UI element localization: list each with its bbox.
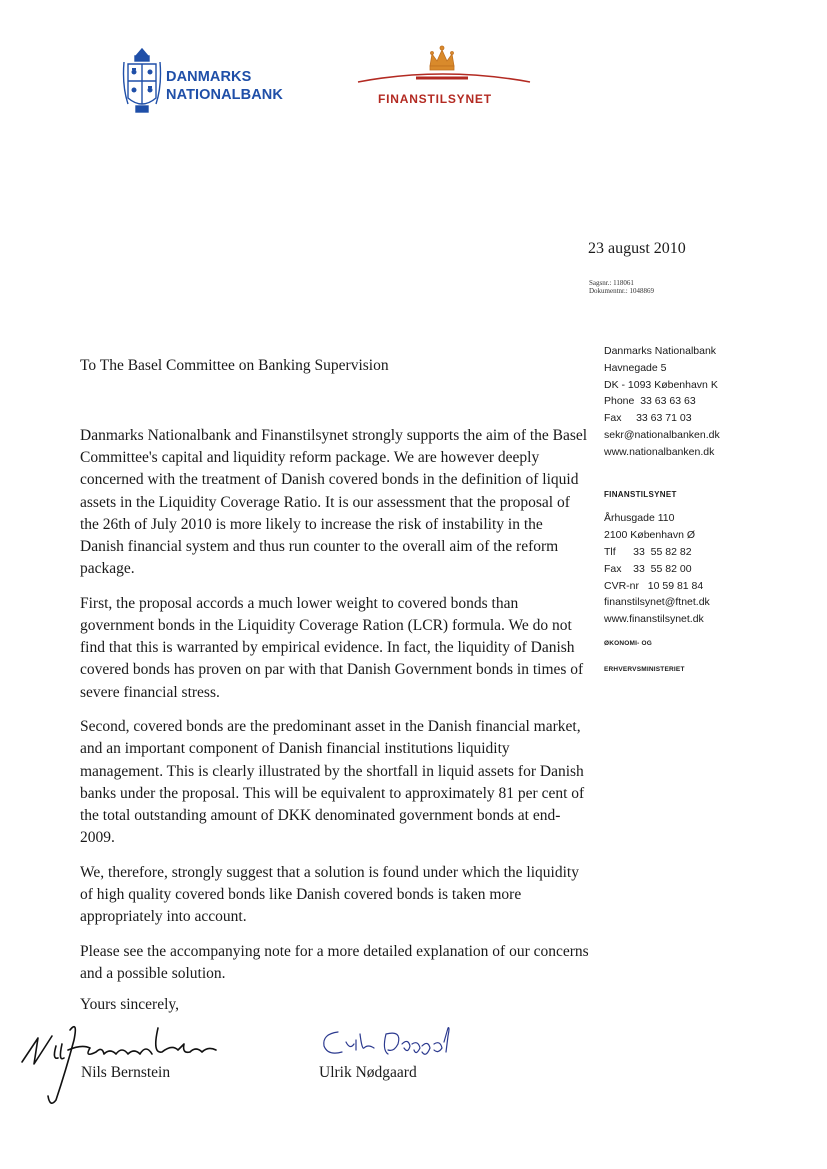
addressee: To The Basel Committee on Banking Supervision bbox=[80, 357, 389, 374]
address-line: DK - 1093 København K bbox=[604, 378, 718, 391]
address-line: Danmarks Nationalbank bbox=[604, 345, 717, 357]
ministry-line-2: ERHVERVSMINISTERIET bbox=[604, 665, 685, 673]
signature-nils-bernstein bbox=[12, 1000, 252, 1110]
document-number: Dokumentnr.: 1048869 bbox=[589, 287, 654, 295]
website-link[interactable]: www.nationalbanken.dk bbox=[604, 445, 715, 458]
website-link[interactable]: www.finanstilsynet.dk bbox=[604, 613, 704, 626]
body-paragraph: Danmarks Nationalbank and Finanstilsynet strongly supports the aim of the Basel Committee's capital and liquidity reform package. We are however deeply concerned with the treatment of Danish covered bonds in the definition of liquid assets in the Liquidity Coverage Ratio. It is our assessment that the proposal of the 26th of July 2010 is more likely to increase the risk of instability in the Danish financial system and thus run counter to the overall aim of the reform package. bbox=[80, 427, 588, 578]
case-number: Sagsnr.: 118061 bbox=[589, 279, 634, 287]
cvr-line: CVR-nr 10 59 81 84 bbox=[604, 579, 704, 592]
contact-sidebar bbox=[604, 343, 819, 679]
signatory-2-name: Ulrik Nødgaard bbox=[319, 1064, 417, 1081]
finanstilsynet-heading: FINANSTILSYNET bbox=[604, 489, 677, 499]
body-paragraph: First, the proposal accords a much lower weight to covered bonds than government bonds in the Liquidity Coverage Ration (LCR) formula. We do not find that this is warranted by empirical evidence. In fact, the liquidity of Danish covered bonds has proven on par with that Danish Government bonds in times of severe financial stress. bbox=[80, 594, 584, 701]
danmarks-nationalbank-logo bbox=[122, 46, 302, 116]
wordmark-line-2: NATIONALBANK bbox=[166, 87, 283, 103]
royal-crest-icon bbox=[122, 46, 162, 114]
address-line: 2100 København Ø bbox=[604, 529, 696, 542]
email-link[interactable]: finanstilsynet@ftnet.dk bbox=[604, 596, 710, 609]
email-link[interactable]: sekr@nationalbanken.dk bbox=[604, 428, 720, 441]
nationalbank-address-block bbox=[604, 343, 819, 461]
body-paragraph: We, therefore, strongly suggest that a solution is found under which the liquidity of high quality covered bonds like Danish covered bonds is taken more appropriately into account. bbox=[80, 863, 579, 926]
wordmark-line-1: DANMARKS bbox=[166, 69, 252, 85]
reference-numbers bbox=[589, 279, 654, 295]
letter-body bbox=[80, 425, 590, 998]
signature-ulrik-nodgaard bbox=[316, 1024, 476, 1064]
finanstilsynet-logo bbox=[356, 44, 532, 110]
letter-date: 23 august 2010 bbox=[588, 240, 686, 257]
nationalbank-wordmark bbox=[166, 68, 283, 104]
finanstilsynet-wordmark: FINANSTILSYNET bbox=[378, 92, 492, 106]
closing-salutation: Yours sincerely, bbox=[80, 996, 180, 1013]
address-line: Havnegade 5 bbox=[604, 361, 667, 374]
ministry-line-1: ØKONOMI- OG bbox=[604, 639, 653, 647]
crown-icon bbox=[356, 44, 532, 88]
signatory-1-name: Nils Bernstein bbox=[81, 1064, 171, 1081]
body-paragraph: Second, covered bonds are the predominant asset in the Danish financial market, and an important component of Danish financial institutions liquidity management. This is clearly illustrated by the shortfall in liquid assets for Danish banks under the proposal. This will be equivalent to approximately 81 per cent of the total outstanding amount of DKK denominated government bonds at end-2009. bbox=[80, 718, 585, 847]
address-line: Århusgade 110 bbox=[604, 512, 675, 525]
finanstilsynet-address-block bbox=[604, 510, 819, 628]
fax-line: Fax 33 63 71 03 bbox=[604, 412, 692, 425]
body-paragraph: Please see the accompanying note for a more detailed explanation of our concerns and a possible solution. bbox=[80, 942, 589, 983]
phone-line: Phone 33 63 63 63 bbox=[604, 395, 696, 408]
fax-line: Fax 33 55 82 00 bbox=[604, 562, 692, 575]
phone-line: Tlf 33 55 82 82 bbox=[604, 545, 692, 558]
